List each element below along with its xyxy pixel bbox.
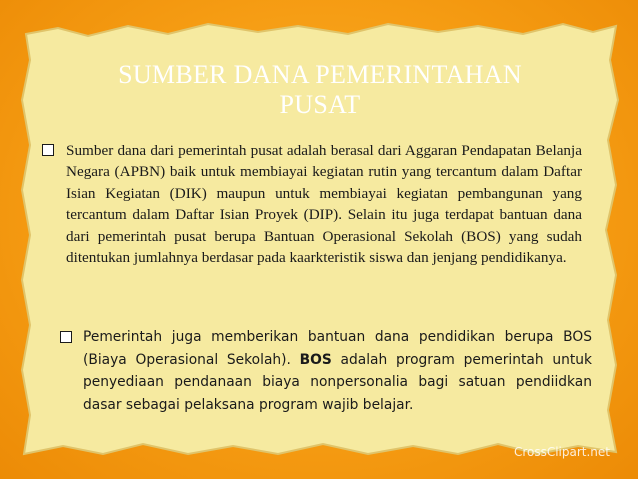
checkbox-bullet-icon <box>60 331 72 343</box>
slide-title <box>70 60 570 120</box>
bullet-2-text-part1: Pemerintah juga memberikan bantuan dana pendidikan berupa BOS (Biaya Operasional Sekolah). <box>83 329 592 368</box>
checkbox-bullet-icon <box>42 144 54 156</box>
bullet-1-text: Sumber dana dari pemerintah pusat adalah berasal dari Aggaran Pendapatan Belanja Negara (APBN) baik untuk membiayai kegiatan rutin yang tercantum dalam Daftar Isian Kegiatan (DIK) maupun untuk membiayai kegiatan pembangunan yang tercantum dalam Daftar Isian Proyek (DIP). Selain itu juga terdapat bantuan dana dari pemerintah pusat berupa Bantuan Operasional Sekolah (BOS) yang sudah ditentukan jumlahnya berdasar pada kaarkteristik siswa dan jenjang pendidikanya. <box>66 142 582 267</box>
bullet-2-text <box>83 326 592 416</box>
title-line-1: SUMBER DANA PEMERINTAHAN <box>118 60 522 89</box>
bullet-item-1 <box>42 140 582 268</box>
title-line-2: PUSAT <box>279 90 361 119</box>
bullet-item-2 <box>60 326 592 416</box>
watermark: CrossClipart.net <box>513 445 610 459</box>
bullet-2-text-part2: adalah program pemerintah untuk penyediaan pendanaan biaya nonpersonalia bagi satuan pendiidkan dasar sebagai pelaksana program wajib belajar. <box>83 351 592 413</box>
bullet-2-bold-term: BOS <box>299 351 332 368</box>
